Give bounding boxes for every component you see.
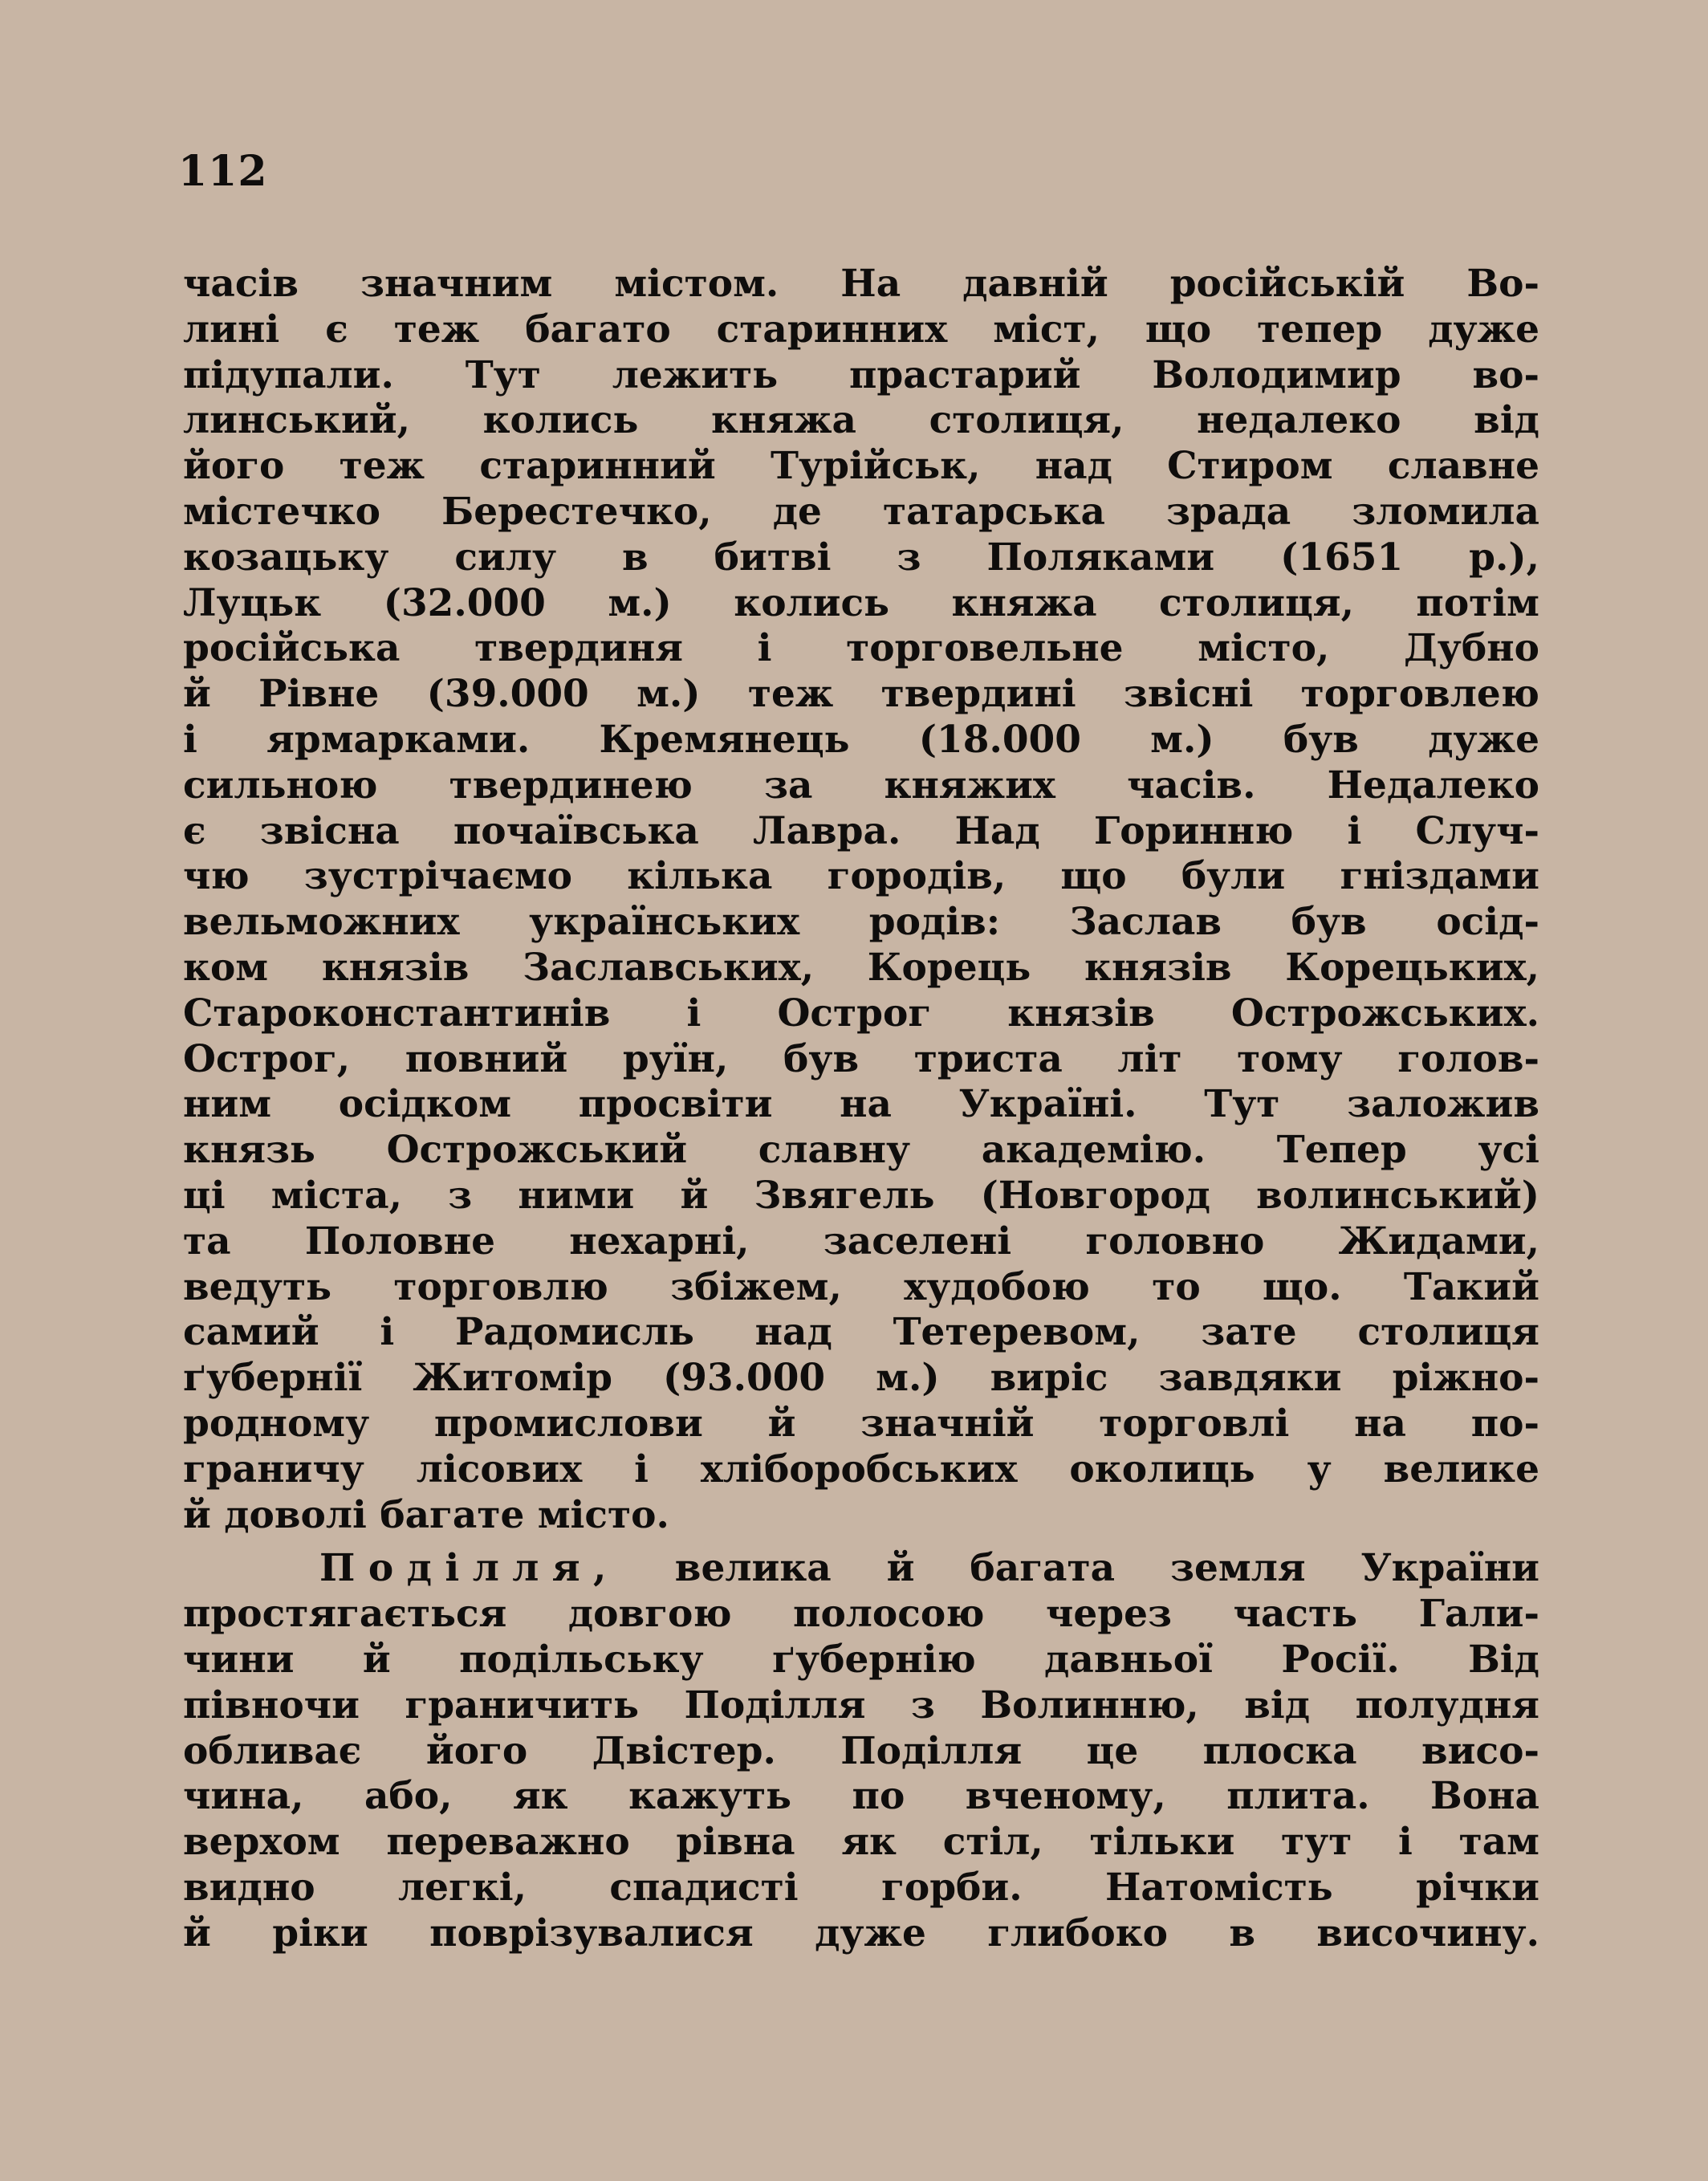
- text-line: ком князів Заславських, Корець князів Корецьких,: [183, 945, 1539, 990]
- text-line: ґубернії Житомір (93.000 м.) виріс завдяки ріжно-: [183, 1356, 1539, 1401]
- text-line: граничу лісових і хліборобських околиць у велике: [183, 1447, 1539, 1491]
- text-line: Луцьк (32.000 м.) колись княжа столиця, потім: [183, 580, 1539, 625]
- text-line: сильною твердинею за княжих часів. Недалеко: [183, 763, 1539, 808]
- page-number: 112: [178, 147, 268, 196]
- emphasized-term: Поділля,: [319, 1546, 620, 1591]
- text-line: князь Острожський славну академію. Тепер усі: [183, 1128, 1539, 1173]
- text-line: линський, колись княжа столиця, недалеко від: [183, 398, 1539, 443]
- text-line: його теж старинний Турійськ, над Стиром славне: [183, 444, 1539, 489]
- text-line: й ріки поврізувалися дуже глибоко в височину.: [183, 1910, 1539, 1955]
- text-line: родному промислови й значній торговлі на по-: [183, 1401, 1539, 1446]
- text-line: Староконстантинів і Острог князів Острожських.: [183, 991, 1539, 1036]
- paragraph-volyn: [183, 262, 1539, 1538]
- text-line: чини й подільську ґубернію давньої Росії. Від: [183, 1637, 1539, 1682]
- body-text: [183, 262, 1539, 1956]
- text-line: ведуть торговлю збіжем, худобою то що. Такий: [183, 1264, 1539, 1309]
- text-line: обливає його Двістер. Поділля це плоска висо-: [183, 1728, 1539, 1773]
- paragraph-podillia: [183, 1546, 1539, 1956]
- text-line: і ярмарками. Кремянець (18.000 м.) був дуже: [183, 717, 1539, 762]
- text-line: та Половне нехарні, заселені головно Жидами,: [183, 1219, 1539, 1263]
- text-line: чина, або, як кажуть по вченому, плита. Вона: [183, 1774, 1539, 1819]
- text-run: велика й багата земля України: [619, 1546, 1539, 1591]
- text-line: й Рівне (39.000 м.) теж твердині звісні торговлею: [183, 672, 1539, 717]
- text-line: російська твердиня і торговельне місто, Дубно: [183, 626, 1539, 671]
- paragraph-gap: [183, 1538, 1539, 1546]
- text-line: підупали. Тут лежить прастарий Володимир во-: [183, 352, 1539, 397]
- text-line: півночи граничить Поділля з Волинню, від полудня: [183, 1683, 1539, 1727]
- text-line: є звісна почаївська Лавра. Над Горинню і Случ-: [183, 808, 1539, 853]
- text-line: верхом переважно рівна як стіл, тільки тут і там: [183, 1820, 1539, 1865]
- text-line: [183, 1546, 1539, 1592]
- text-line: й доволі багате місто.: [183, 1492, 669, 1537]
- text-line: лині є теж багато старинних міст, що тепер дуже: [183, 307, 1539, 352]
- text-line: видно легкі, спадисті горби. Натомість річки: [183, 1865, 1539, 1910]
- text-line: самий і Радомисль над Тетеревом, зате столиця: [183, 1310, 1539, 1355]
- text-line: ним осідком просвіти на Україні. Тут заложив: [183, 1082, 1539, 1127]
- text-line: козацьку силу в битві з Поляками (1651 р.),: [183, 535, 1539, 580]
- text-line: часів значним містом. На давній російській Во-: [183, 262, 1539, 306]
- text-line: ці міста, з ними й Звягель (Новгород волинський): [183, 1173, 1539, 1218]
- text-line: простягається довгою полосою через часть Гали-: [183, 1592, 1539, 1637]
- text-line: містечко Берестечко, де татарська зрада зломила: [183, 489, 1539, 534]
- text-line: чю зустрічаємо кілька городів, що були гніздами: [183, 854, 1539, 899]
- text-line: вельможних українських родів: Заслав був осід-: [183, 900, 1539, 945]
- text-line: Острог, повний руїн, був триста літ тому голов-: [183, 1036, 1539, 1081]
